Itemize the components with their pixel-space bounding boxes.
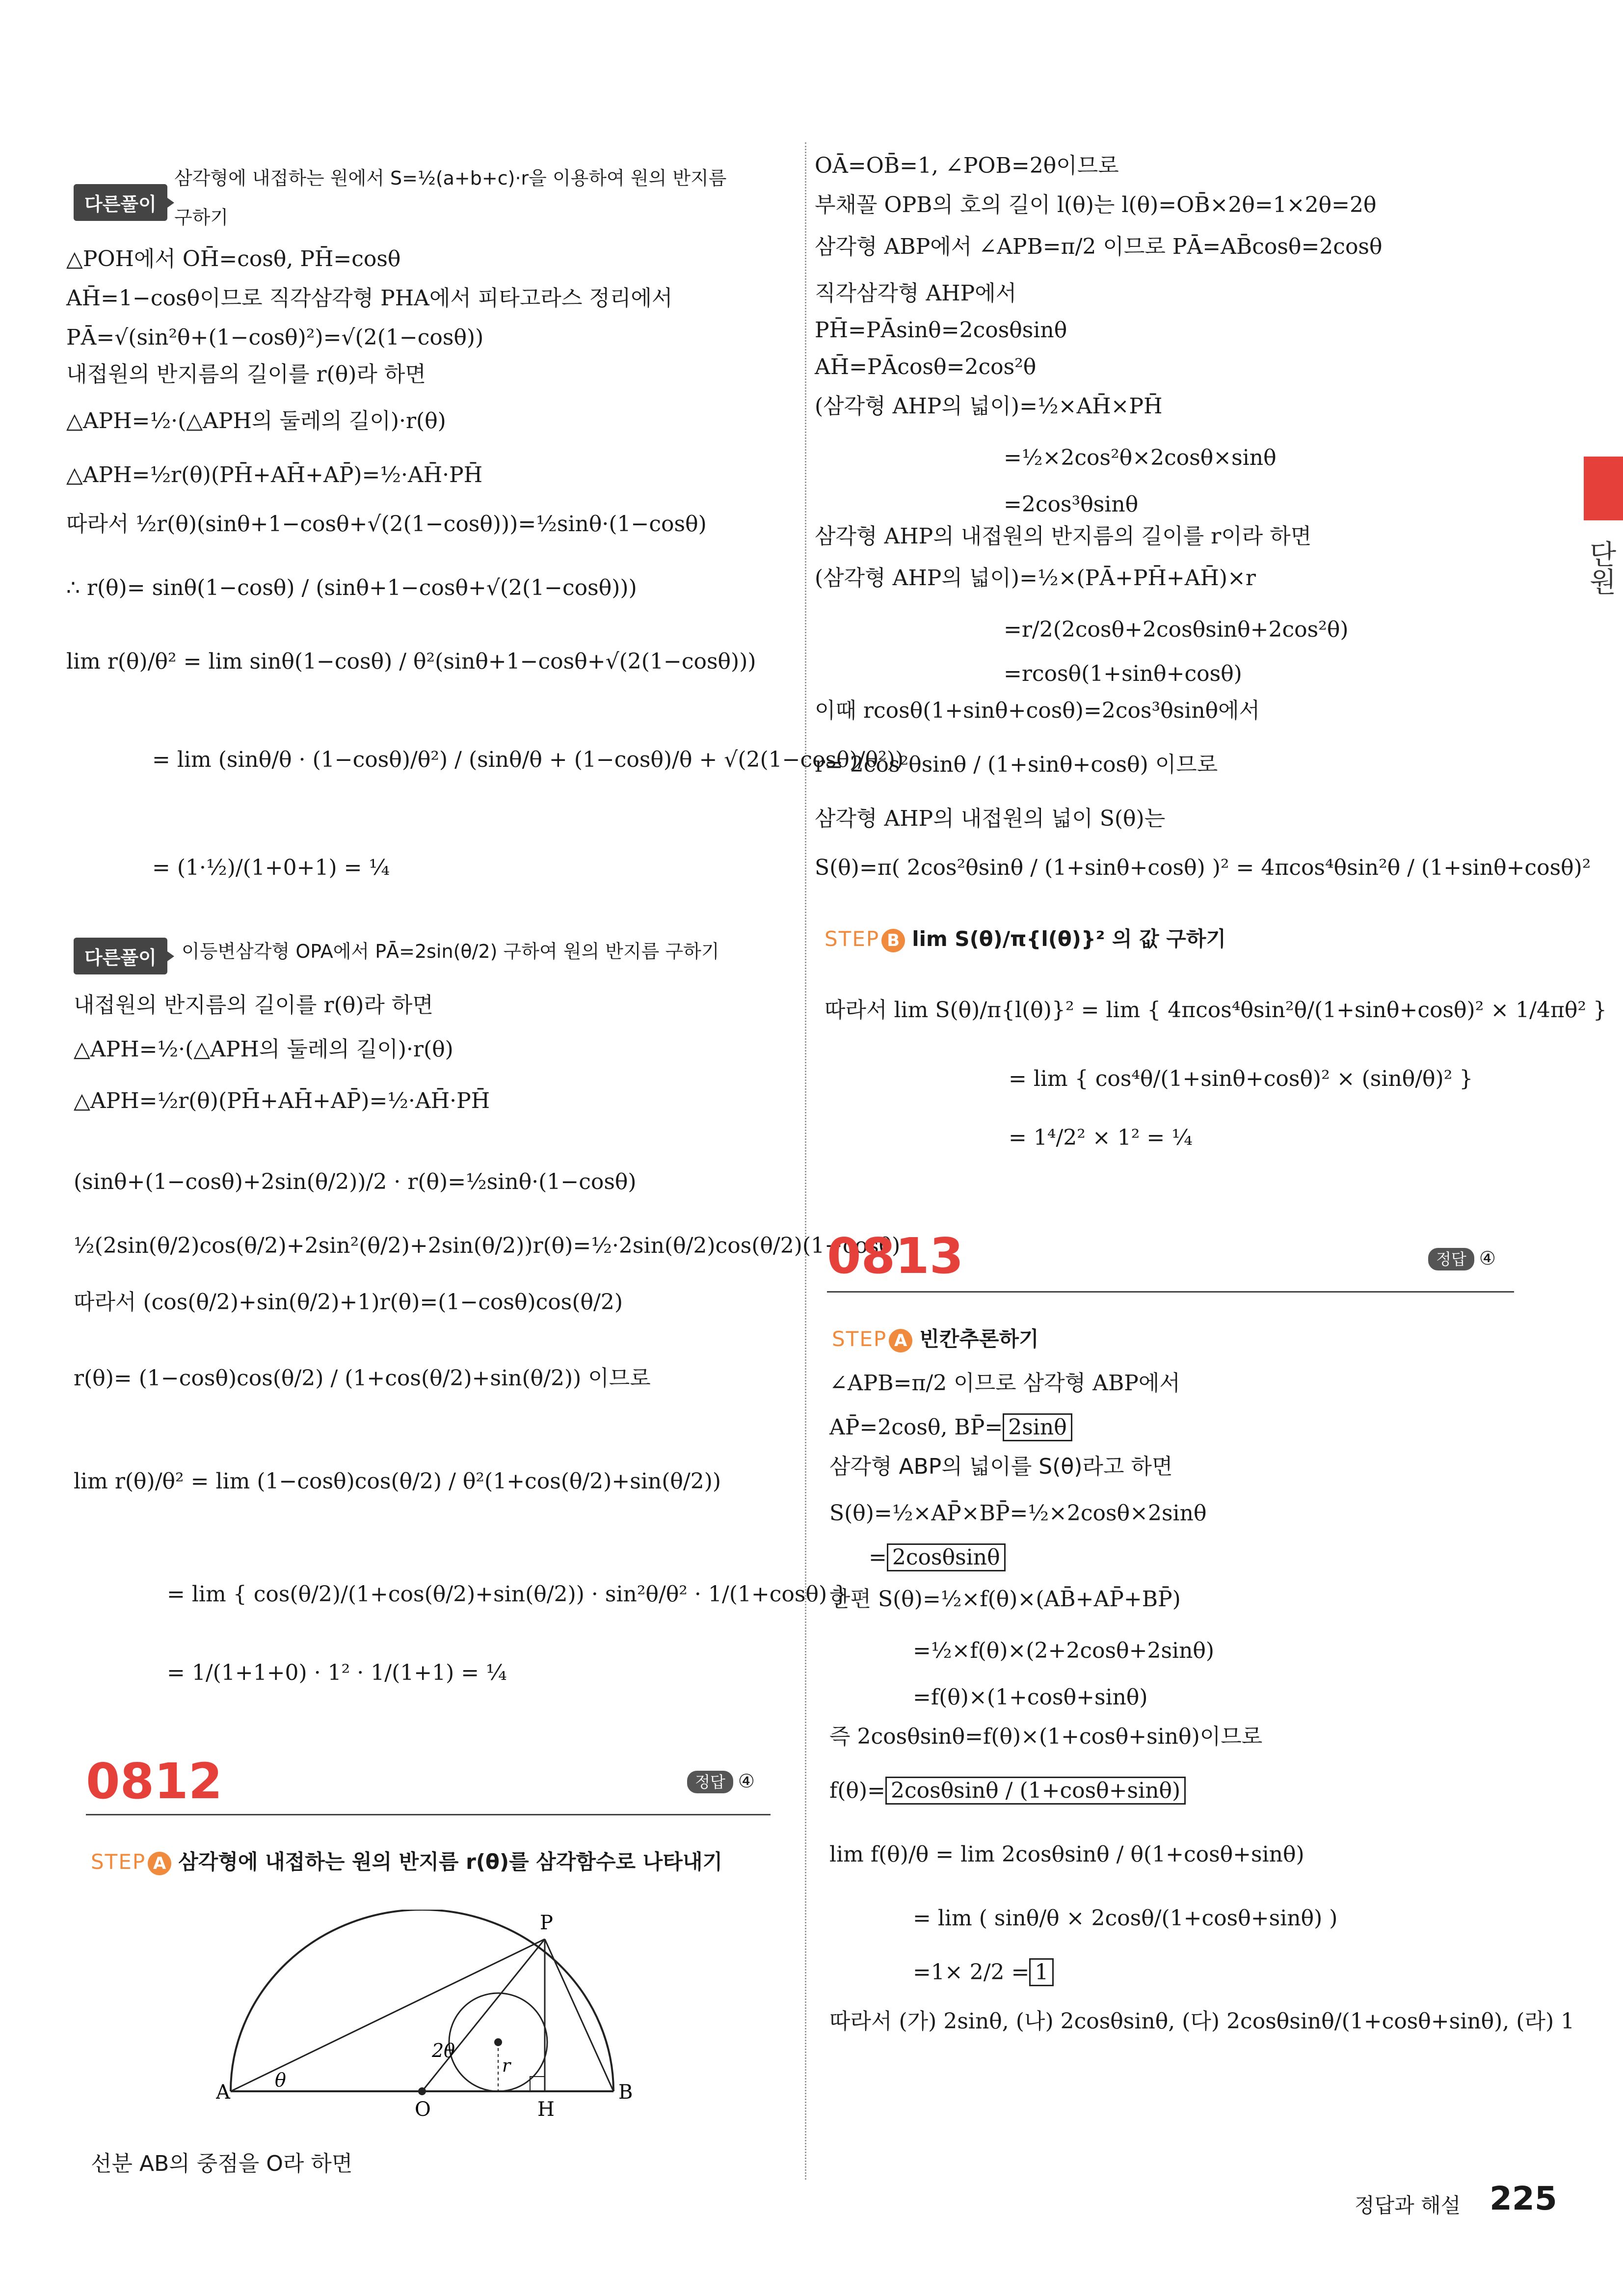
answer-value: ④ — [738, 1770, 755, 1792]
solution-line: = lim { cos⁴θ/(1+sinθ+cosθ)² × (sinθ/θ)² } — [1009, 1066, 1473, 1091]
solution-line: r(θ)= (1−cosθ)cos(θ/2) / (1+cos(θ/2)+sin(θ/2)) 이므로 — [74, 1366, 651, 1391]
solution-line: 선분 AB의 중점을 O라 하면 — [91, 2151, 353, 2176]
solution-line: = (1·½)/(1+0+1) = ¼ — [152, 855, 390, 880]
solution-line — [829, 1414, 1072, 1441]
solution-line: 삼각형 AHP의 내접원의 넓이 S(θ)는 — [815, 806, 1166, 831]
solution-line: 삼각형 ABP의 넓이를 S(θ)라고 하면 — [829, 1454, 1173, 1479]
label-2theta: 2θ — [432, 2040, 455, 2061]
solution-line: (삼각형 AHP의 넓이)=½×(PĀ+PH̄+AH̄)×r — [815, 566, 1256, 591]
solution-line: S(θ)=½×AP̄×BP̄=½×2cosθ×2sinθ — [829, 1501, 1207, 1526]
solution-line: △APH=½r(θ)(PH̄+AH̄+AP̄)=½·AH̄·PH̄ — [66, 462, 483, 487]
solution-line: △APH=½r(θ)(PH̄+AH̄+AP̄)=½·AH̄·PH̄ — [74, 1088, 490, 1113]
solution-line: lim f(θ)/θ = lim 2cosθsinθ / θ(1+cosθ+sinθ) — [829, 1842, 1304, 1867]
solution-line: = 1⁴/2² × 1² = ¼ — [1009, 1125, 1193, 1150]
answer-label: 정답 — [1428, 1248, 1474, 1270]
right-angle-mark — [530, 2077, 545, 2091]
solution-line: OĀ=OB̄=1, ∠POB=2θ이므로 — [815, 153, 1119, 178]
label-theta: θ — [275, 2069, 286, 2091]
solution-line: 삼각형 ABP에서 ∠APB=π/2 이므로 PĀ=AB̄cosθ=2cosθ — [815, 234, 1383, 259]
solution-line: r= 2cos²θsinθ / (1+sinθ+cosθ) 이므로 — [815, 752, 1218, 777]
step-label: STEP — [91, 1850, 146, 1874]
solution-line: (sinθ+(1−cosθ)+2sin(θ/2))/2 · r(θ)=½sinθ·(1−cosθ) — [74, 1169, 637, 1194]
solution-line: =f(θ)×(1+cosθ+sinθ) — [913, 1685, 1148, 1710]
label-h: H — [537, 2098, 555, 2121]
alt-solution-title-2: 구하기 — [174, 207, 229, 228]
solution-line: 따라서 ½r(θ)(sinθ+1−cosθ+√(2(1−cosθ)))=½sinθ·(1−cosθ) — [66, 512, 707, 537]
solution-line: =rcosθ(1+sinθ+cosθ) — [1004, 661, 1242, 686]
step-letter: A — [889, 1329, 912, 1352]
geometry-figure — [216, 1910, 658, 2126]
alt-solution-title: 이등변삼각형 OPA에서 PĀ=2sin(θ/2) 구하여 원의 반지름 구하기 — [182, 941, 719, 962]
solution-line: S(θ)=π( 2cos²θsinθ / (1+sinθ+cosθ) )² = 4πcos⁴θsin²θ / (1+sinθ+cosθ)² — [815, 855, 1591, 880]
chapter-tab-label: 단원 — [1585, 540, 1617, 595]
label-p: P — [540, 1912, 553, 1934]
solution-line: AH̄=PĀcosθ=2cos²θ — [815, 354, 1037, 379]
step-title: lim S(θ)/π{l(θ)}² 의 값 구하기 — [912, 927, 1226, 951]
solution-line: 직각삼각형 AHP에서 — [815, 281, 1017, 306]
label-r: r — [502, 2056, 511, 2076]
answer-box: 2sinθ — [1003, 1413, 1072, 1441]
solution-line: lim r(θ)/θ² = lim sinθ(1−cosθ) / θ²(sinθ+1−cosθ+√(2(1−cosθ))) — [66, 649, 756, 674]
answer-box: 2cosθsinθ — [887, 1543, 1006, 1571]
solution-line: 따라서 lim S(θ)/π{l(θ)}² = lim { 4πcos⁴θsin²θ/(1+sinθ+cosθ)² × 1/4πθ² } — [825, 998, 1607, 1023]
solution-line: △POH에서 OH̄=cosθ, PH̄=cosθ — [66, 246, 401, 271]
incircle-center — [494, 2038, 502, 2046]
step-label: STEP — [832, 1327, 887, 1351]
answer-tag — [1428, 1247, 1496, 1270]
solution-line: 따라서 (cos(θ/2)+sin(θ/2)+1)r(θ)=(1−cosθ)cos(θ/2) — [74, 1290, 623, 1315]
step-title: 삼각형에 내접하는 원의 반지름 r(θ)를 삼각함수로 나타내기 — [178, 1850, 723, 1874]
solution-line: 즉 2cosθsinθ=f(θ)×(1+cosθ+sinθ)이므로 — [829, 1724, 1263, 1749]
solution-line: = lim { cos(θ/2)/(1+cos(θ/2)+sin(θ/2)) · sin²θ/θ² · 1/(1+cosθ) } — [167, 1582, 848, 1607]
solution-line: = lim (sinθ/θ · (1−cosθ)/θ²) / (sinθ/θ + (1−cosθ)/θ + √(2(1−cosθ)/θ²)) — [152, 747, 904, 772]
chapter-tab — [1584, 457, 1623, 520]
line-text: f(θ)= — [829, 1778, 885, 1803]
solution-line — [829, 1777, 1186, 1805]
solution-line: PĀ=√(sin²θ+(1−cosθ)²)=√(2(1−cosθ)) — [66, 325, 484, 350]
problem-rule — [827, 1291, 1514, 1293]
solution-line: △APH=½·(△APH의 둘레의 길이)·r(θ) — [74, 1037, 453, 1062]
step-letter: B — [881, 929, 905, 952]
step-heading — [91, 1846, 722, 1875]
solution-line: PH̄=PĀsinθ=2cosθsinθ — [815, 318, 1067, 343]
line-text: = — [869, 1545, 887, 1570]
solution-line: 이때 rcosθ(1+sinθ+cosθ)=2cos³θsinθ에서 — [815, 698, 1260, 723]
segment-op — [422, 1939, 545, 2091]
segment-pb — [545, 1939, 613, 2091]
solution-line: △APH=½·(△APH의 둘레의 길이)·r(θ) — [66, 408, 446, 433]
label-o: O — [415, 2098, 431, 2121]
page-number: 225 — [1490, 2180, 1557, 2217]
solution-line: = lim ( sinθ/θ × 2cosθ/(1+cosθ+sinθ) ) — [913, 1906, 1338, 1931]
problem-number: 0812 — [86, 1753, 223, 1810]
answer-box: 1 — [1029, 1958, 1054, 1986]
answer-tag — [687, 1770, 755, 1792]
step-label: STEP — [825, 927, 880, 951]
solution-line: (삼각형 AHP의 넓이)=½×AH̄×PH̄ — [815, 394, 1163, 419]
solution-line: 부채꼴 OPB의 호의 길이 l(θ)는 l(θ)=OB̄×2θ=1×2θ=2θ — [815, 192, 1377, 217]
label-a: A — [216, 2081, 230, 2104]
solution-line — [869, 1544, 1006, 1571]
step-letter: A — [148, 1852, 171, 1875]
problem-rule — [86, 1814, 771, 1815]
solution-line — [913, 1959, 1054, 1986]
solution-line: =2cos³θsinθ — [1004, 492, 1139, 517]
solution-line: 내접원의 반지름의 길이를 r(θ)라 하면 — [74, 993, 433, 1018]
footer-label: 정답과 해설 — [1355, 2193, 1461, 2217]
line-text: AP̄=2cosθ, BP̄= — [829, 1415, 1003, 1440]
solution-line: 삼각형 AHP의 내접원의 반지름의 길이를 r이라 하면 — [815, 524, 1312, 549]
column-divider — [805, 142, 806, 2180]
step-title: 빈칸추론하기 — [919, 1327, 1039, 1351]
alt-solution-badge: 다른풀이 — [74, 184, 167, 221]
solution-line: 한편 S(θ)=½×f(θ)×(AB̄+AP̄+BP̄) — [829, 1587, 1181, 1612]
alt-solution-title: 삼각형에 내접하는 원에서 S=½(a+b+c)·r을 이용하여 원의 반지름 — [174, 167, 727, 189]
label-b: B — [618, 2081, 633, 2104]
solution-line: =½×2cos²θ×2cosθ×sinθ — [1004, 445, 1277, 470]
center-o — [418, 2087, 426, 2095]
solution-line: =½×f(θ)×(2+2cosθ+2sinθ) — [913, 1638, 1215, 1663]
answer-box: 2cosθsinθ / (1+cosθ+sinθ) — [885, 1777, 1186, 1805]
solution-line: ∠APB=π/2 이므로 삼각형 ABP에서 — [829, 1371, 1180, 1396]
step-heading — [832, 1323, 1039, 1352]
step-heading — [825, 923, 1226, 952]
solution-line: =r/2(2cosθ+2cosθsinθ+2cos²θ) — [1004, 617, 1349, 642]
solution-line: 따라서 (가) 2sinθ, (나) 2cosθsinθ, (다) 2cosθsinθ/(1+cosθ+sinθ), (라) 1 — [829, 2009, 1575, 2034]
solution-line: lim r(θ)/θ² = lim (1−cosθ)cos(θ/2) / θ²(1+cos(θ/2)+sin(θ/2)) — [74, 1469, 721, 1494]
answer-value: ④ — [1479, 1247, 1496, 1269]
solution-line: = 1/(1+1+0) · 1² · 1/(1+1) = ¼ — [167, 1660, 507, 1685]
solution-line: ½(2sin(θ/2)cos(θ/2)+2sin²(θ/2)+2sin(θ/2))r(θ)=½·2sin(θ/2)cos(θ/2)(1−cosθ) — [74, 1233, 901, 1258]
problem-number: 0813 — [827, 1227, 964, 1285]
solution-line: ∴ r(θ)= sinθ(1−cosθ) / (sinθ+1−cosθ+√(2(1−cosθ))) — [66, 575, 637, 600]
answer-label: 정답 — [687, 1771, 733, 1793]
solution-line: 내접원의 반지름의 길이를 r(θ)라 하면 — [66, 362, 426, 387]
solution-line: AH̄=1−cosθ이므로 직각삼각형 PHA에서 피타고라스 정리에서 — [66, 286, 673, 311]
line-text: =1× 2/2 = — [913, 1960, 1030, 1985]
alt-solution-badge: 다른풀이 — [74, 938, 167, 974]
